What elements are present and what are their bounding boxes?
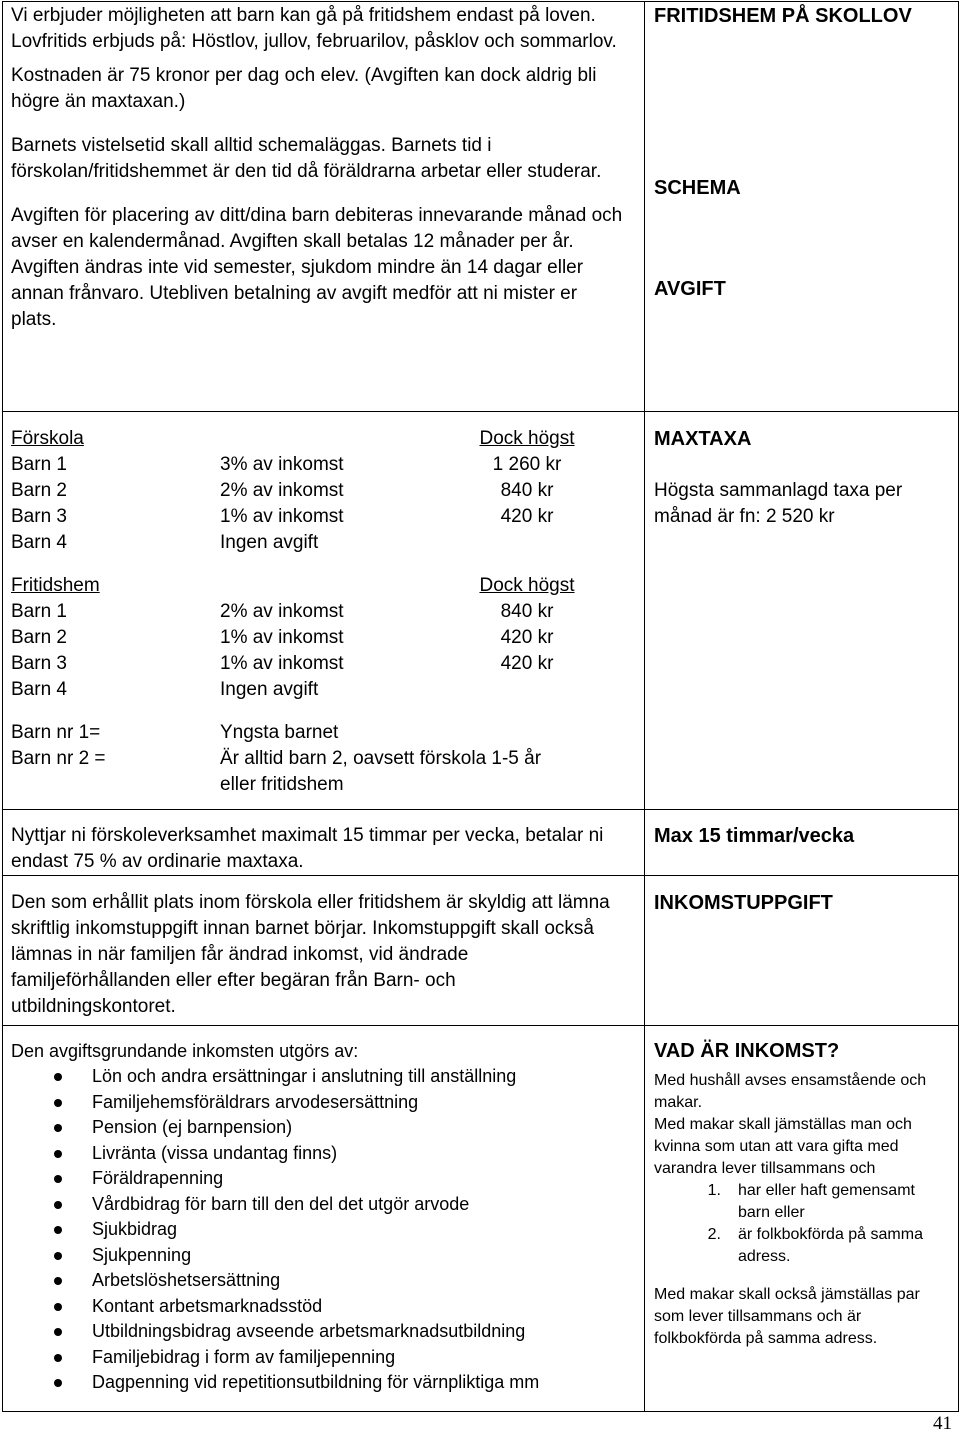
fritidshem-rate: Ingen avgift <box>220 679 319 700</box>
max15-content-cell <box>3 810 645 876</box>
fritidshem-row <box>11 625 636 651</box>
forskola-rate: 3% av inkomst <box>220 454 344 475</box>
forskola-child: Barn 2 <box>11 480 67 501</box>
page-number: 41 <box>933 1413 952 1434</box>
fritidshem-rate: 2% av inkomst <box>220 601 344 622</box>
list-text: har eller haft gemensamt barn eller <box>738 1182 915 1221</box>
income-item-text: Utbildningsbidrag avseende arbetsmarknadsutbildning <box>92 1321 526 1341</box>
bullet-icon <box>54 1379 62 1387</box>
household-note-3: Med makar skall också jämställas par som lever tillsammans och är folkbokförda på samma adress. <box>654 1286 920 1347</box>
bullet-icon <box>54 1201 62 1209</box>
income-item-text: Arbetslöshetsersättning <box>92 1270 281 1290</box>
fritidshem-header-row <box>11 573 636 599</box>
income-item-text: Dagpenning vid repetitionsutbildning för värnpliktiga mm <box>92 1372 540 1392</box>
list-number: 2. <box>707 1226 721 1243</box>
bullet-icon <box>54 1354 62 1362</box>
income-list-item <box>11 1294 636 1320</box>
heading-max15: Max 15 timmar/vecka <box>654 825 855 847</box>
definition-term: Barn nr 1= <box>11 722 101 743</box>
bullet-icon <box>54 1073 62 1081</box>
income-item-text: Lön och andra ersättningar i anslutning till anställning <box>92 1066 517 1086</box>
income-list-item <box>11 1370 636 1396</box>
intro-heading-cell <box>645 2 959 412</box>
forskola-child: Barn 1 <box>11 454 67 475</box>
inkomstuppgift-paragraph: Den som erhållit plats inom förskola eller fritidshem är skyldig att lämna skriftlig inkomstuppgift innan barnet börjar. Inkomstuppgift skall också lämnas in när familjen får ändrad inkomst, vid ändrade familjeförhållanden eller efter begäran från Barn- och utbildningskontoret. <box>11 892 610 1017</box>
income-list-item <box>11 1243 636 1269</box>
bullet-icon <box>54 1226 62 1234</box>
row-max15 <box>3 810 959 876</box>
fritidshem-child: Barn 4 <box>11 679 67 700</box>
bullet-icon <box>54 1099 62 1107</box>
forskola-max <box>470 530 584 556</box>
list-text: är folkbokförda på samma adress. <box>738 1226 923 1265</box>
row-intro <box>3 2 959 412</box>
household-note-1: Med hushåll avses ensamstående och makar. <box>654 1072 927 1111</box>
income-item-text: Familjehemsföräldrars arvodesersättning <box>92 1091 419 1112</box>
bullet-icon <box>54 1328 62 1336</box>
definition-text: Yngsta barnet <box>220 722 339 743</box>
fritidshem-child: Barn 3 <box>11 653 67 674</box>
heading-maxtaxa: MAXTAXA <box>654 428 752 450</box>
fritidshem-max <box>470 677 584 703</box>
income-item-text: Sjukbidrag <box>92 1219 178 1239</box>
heading-vad-ar-inkomst: VAD ÄR INKOMST? <box>654 1040 840 1062</box>
income-list-item <box>11 1192 636 1218</box>
inkomst-intro: Den avgiftsgrundande inkomsten utgörs av: <box>11 1041 359 1061</box>
skollov-paragraph: Vi erbjuder möjligheten att barn kan gå på fritidshem endast på loven. Lovfritids erbjuds på: Höstlov, jullov, februarilov, påsklov och sommarlov. <box>11 5 617 52</box>
bullet-icon <box>54 1252 62 1260</box>
forskola-row <box>11 504 636 530</box>
list-number: 1. <box>707 1182 721 1199</box>
forskola-max: 840 kr <box>500 480 554 501</box>
maxtaxa-note: Högsta sammanlagd taxa per månad är fn: 2 520 kr <box>654 480 903 527</box>
fritidshem-max: 420 kr <box>500 627 554 648</box>
inkomstuppgift-heading-cell <box>645 876 959 1026</box>
definition-term: Barn nr 2 = <box>11 748 106 769</box>
forskola-max-header: Dock högst <box>479 428 575 449</box>
definition-row <box>11 746 636 772</box>
schema-paragraph: Barnets vistelsetid skall alltid schemaläggas. Barnets tid i förskolan/fritidshemmet är den tid då föräldrarna arbetar eller studerar. <box>11 135 602 182</box>
income-list-item <box>11 1319 636 1345</box>
forskola-row <box>11 452 636 478</box>
household-list <box>654 1180 950 1268</box>
fritidshem-child: Barn 2 <box>11 627 67 648</box>
skollov-cost-paragraph: Kostnaden är 75 kronor per dag och elev. (Avgiften kan dock aldrig bli högre än maxtaxan.) <box>11 65 597 112</box>
fritidshem-title: Fritidshem <box>11 575 100 596</box>
maxtaxa-content-cell <box>3 412 645 810</box>
fritidshem-row <box>11 677 636 703</box>
income-list-item <box>11 1268 636 1294</box>
forskola-rate: 1% av inkomst <box>220 506 344 527</box>
income-item-text: Kontant arbetsmarknadsstöd <box>92 1295 323 1316</box>
forskola-max: 1 260 kr <box>492 454 562 475</box>
heading-inkomstuppgift: INKOMSTUPPGIFT <box>654 892 833 914</box>
definition-row <box>11 772 636 798</box>
income-list-item <box>11 1090 636 1116</box>
max15-heading-cell <box>645 810 959 876</box>
income-list-item <box>11 1345 636 1371</box>
forskola-child: Barn 3 <box>11 506 67 527</box>
income-item-text: Familjebidrag i form av familjepenning <box>92 1346 396 1367</box>
forskola-row <box>11 478 636 504</box>
forskola-row <box>11 530 636 556</box>
maxtaxa-heading-cell <box>645 412 959 810</box>
income-item-text: Sjukpenning <box>92 1244 192 1265</box>
income-item-text: Vårdbidrag för barn till den del det utgör arvode <box>92 1193 470 1214</box>
bullet-icon <box>54 1124 62 1132</box>
max15-paragraph: Nyttjar ni förskoleverksamhet maximalt 15 timmar per vecka, betalar ni endast 75 % av ordinarie maxtaxa. <box>11 825 604 872</box>
forskola-max: 420 kr <box>500 506 554 527</box>
income-list-item <box>11 1217 636 1243</box>
income-list-item <box>11 1141 636 1167</box>
forskola-title: Förskola <box>11 428 84 449</box>
heading-schema: SCHEMA <box>654 177 741 199</box>
fritidshem-row <box>11 599 636 625</box>
bullet-icon <box>54 1150 62 1158</box>
fritidshem-max: 840 kr <box>500 601 554 622</box>
row-vad-ar-inkomst <box>3 1026 959 1412</box>
income-list <box>11 1064 636 1396</box>
inkomst-content-cell <box>3 1026 645 1412</box>
row-inkomstuppgift <box>3 876 959 1026</box>
income-item-text: Livränta (vissa undantag finns) <box>92 1142 338 1163</box>
household-list-item <box>654 1224 950 1268</box>
bullet-icon <box>54 1277 62 1285</box>
household-note-2: Med makar skall jämställas man och kvinna som utan att vara gifta med varandra lever tillsammans och <box>654 1116 912 1177</box>
fritidshem-max: 420 kr <box>500 653 554 674</box>
bullet-icon <box>54 1303 62 1311</box>
inkomstuppgift-content-cell <box>3 876 645 1026</box>
forskola-rate: Ingen avgift <box>220 532 319 553</box>
income-list-item <box>11 1115 636 1141</box>
income-list-item <box>11 1166 636 1192</box>
household-list-item <box>654 1180 950 1224</box>
fritidshem-child: Barn 1 <box>11 601 67 622</box>
definition-text: Är alltid barn 2, oavsett förskola 1-5 år <box>220 748 542 769</box>
fritidshem-max-header: Dock högst <box>479 575 575 596</box>
income-list-item <box>11 1064 636 1090</box>
income-item-text: Pension (ej barnpension) <box>92 1117 293 1137</box>
income-item-text: Föräldrapenning <box>92 1168 224 1188</box>
document-table <box>2 1 959 1412</box>
fritidshem-rate: 1% av inkomst <box>220 627 344 648</box>
bullet-icon <box>54 1175 62 1183</box>
fritidshem-rate: 1% av inkomst <box>220 653 344 674</box>
row-maxtaxa <box>3 412 959 810</box>
fritidshem-row <box>11 651 636 677</box>
forskola-child: Barn 4 <box>11 532 67 553</box>
heading-fritidshem-skollov: FRITIDSHEM PÅ SKOLLOV <box>654 5 912 27</box>
definition-text: eller fritidshem <box>220 774 344 795</box>
forskola-header-row <box>11 426 636 452</box>
definition-row <box>11 720 636 746</box>
forskola-rate: 2% av inkomst <box>220 480 344 501</box>
avgift-paragraph: Avgiften för placering av ditt/dina barn debiteras innevarande månad och avser en kalendermånad. Avgiften skall betalas 12 månader per år. Avgiften ändras inte vid semester, sjukdom mindre än 14 dagar eller annan frånvaro. Utebliven betalning av avgift medför att ni mister er plats. <box>11 205 623 330</box>
intro-content-cell <box>3 2 645 412</box>
heading-avgift: AVGIFT <box>654 278 726 300</box>
inkomst-heading-cell <box>645 1026 959 1412</box>
